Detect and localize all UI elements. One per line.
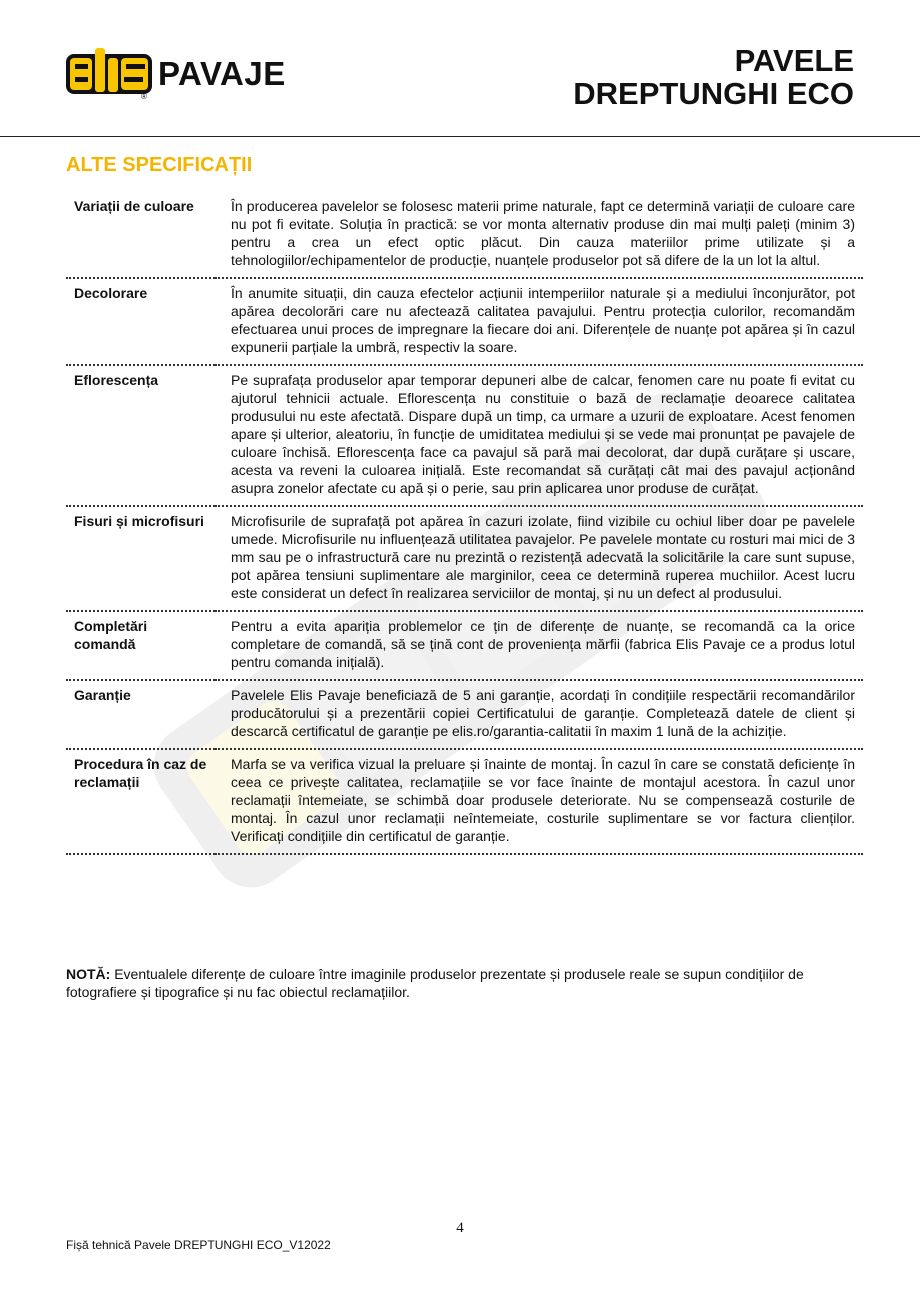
page-header [0, 0, 920, 137]
specs-table [66, 192, 863, 855]
footer-text: Fișă tehnică Pavele DREPTUNGHI ECO_V12022 [66, 1238, 331, 1252]
note-label: NOTĂ: [66, 966, 111, 982]
spec-text: În anumite situații, din cauza efectelor acțiunii intemperiilor naturale și a mediului înconjurător, pot apărea decolorări care nu afectează calitatea pavajului. Pentru protecția culorilor, recomandăm efectuarea unui proces de impregnare la fiecare doi ani. Diferențele de nuanțe pot apărea și în cazul expunerii parțiale la umbră, respectiv la soare. [231, 285, 855, 355]
note [66, 965, 826, 1001]
spec-text: Pavelele Elis Pavaje beneficiază de 5 ani garanție, acordați în condițiile respectării recomandărilor producătorului și a prezentării copiei Certificatului de garanție. Completează datele de client și descarcă certificatul de garanție pe elis.ro/garantia-calitatii în maxim 1 lună de la achiziție. [231, 687, 855, 739]
spec-row [66, 192, 863, 278]
spec-text: În producerea pavelelor se folosesc materii prime naturale, fapt ce determină variații de culoare care nu pot fi evitate. Soluția în practică: se vor monta alternativ produse din mai mulți paleți (minim 3) pentru a crea un efect optic plăcut. Din cauza materiilor prime utilizate și a tehnologiilor/echipamentelor de producție, nuanțele produselor pot să difere de la un lot la altul. [231, 198, 855, 268]
spec-row [66, 680, 863, 749]
spec-row [66, 278, 863, 365]
spec-row [66, 749, 863, 854]
spec-text: Pe suprafața produselor apar temporar depuneri albe de calcar, fenomen care nu poate fi evitat cu ajutorul tehnicii actuale. Eflorescența nu constituie o bază de reclamație deoarece calitatea produsului nu este afectată. Dispare după un timp, ca urmare a uzurii de exploatare. Acest fenomen apare și ulterior, aleatoriu, în funcție de umiditatea mediului și se vede mai pronunțat pe pavajele de culoare închisă. Eflorescența face ca pavajul să pară mai decolorat, dar după curățare și uscare, acesta va reveni la culoarea inițială. Este recomandat să curățați cât mai des pavajul acționând asupra zonelor afectate cu apă și o perie, sau prin aplicarea unor produse de curățat. [231, 372, 855, 496]
spec-label: Eflorescența [74, 372, 159, 388]
title-line-2: DREPTUNGHI ECO [573, 76, 854, 111]
spec-label: Fisuri și microfisuri [74, 513, 204, 529]
spec-label: Variații de culoare [74, 198, 194, 214]
spec-label: Decolorare [74, 285, 148, 301]
spec-row [66, 506, 863, 611]
spec-text: Marfa se va verifica vizual la preluare și înainte de montaj. În cazul în care se constată deficiențe în ceea ce privește calitatea, reclamațiile se vor face înainte de montajul acestora. În cazul unor reclamații întemeiate, se schimbă doar produsele deteriorate. Nu se compensează costurile de montaj. În cazul unor reclamații neîntemeiate, costurile suplimentare se vor factura clienților. Verificați condițiile din certificatul de garanție. [231, 756, 855, 844]
spec-text: Microfisurile de suprafață pot apărea în cazuri izolate, fiind vizibile cu ochiul liber doar pe pavelele umede. Microfisurile nu influențează utilitatea pavajelor. Pe pavelele montate cu rosturi mai mici de 3 mm sau pe o infrastructură care nu prezintă o rezistență adecvată la solicitările la care sunt supuse, pot apărea tensiuni suplimentare ale marginilor, ceea ce determină ruperea muchiilor. Acest lucru este considerat un defect în realizarea serviciilor de montaj, și nu un defect al produsului. [231, 513, 855, 601]
registered-mark: ® [141, 92, 147, 101]
title-line-1: PAVELE [734, 43, 854, 78]
spec-text: Pentru a evita apariția problemelor ce țin de diferențe de nuanțe, se recomandă ca la orice completare de comandă, să se țină cont de proveniența mărfii (fabrica Elis Pavaje ce a produs lotul pentru comanda inițială). [231, 618, 855, 670]
spec-label: Garanție [74, 687, 131, 703]
spec-label: Completări comandă [74, 618, 148, 652]
spec-row [66, 365, 863, 506]
page-number: 4 [456, 1220, 464, 1236]
elis-logo [66, 46, 152, 100]
brand-name: PAVAJE [158, 55, 286, 92]
spec-row [66, 611, 863, 680]
note-text: Eventualele diferențe de culoare între imaginile produselor prezentate și produsele reale se supun condițiilor de fotografiere și tipografice și nu fac obiectul reclamațiilor. [66, 966, 804, 1000]
spec-label: Procedura în caz de reclamații [74, 756, 207, 790]
page-title [573, 44, 854, 110]
section-title: ALTE SPECIFICAȚII [66, 154, 253, 176]
